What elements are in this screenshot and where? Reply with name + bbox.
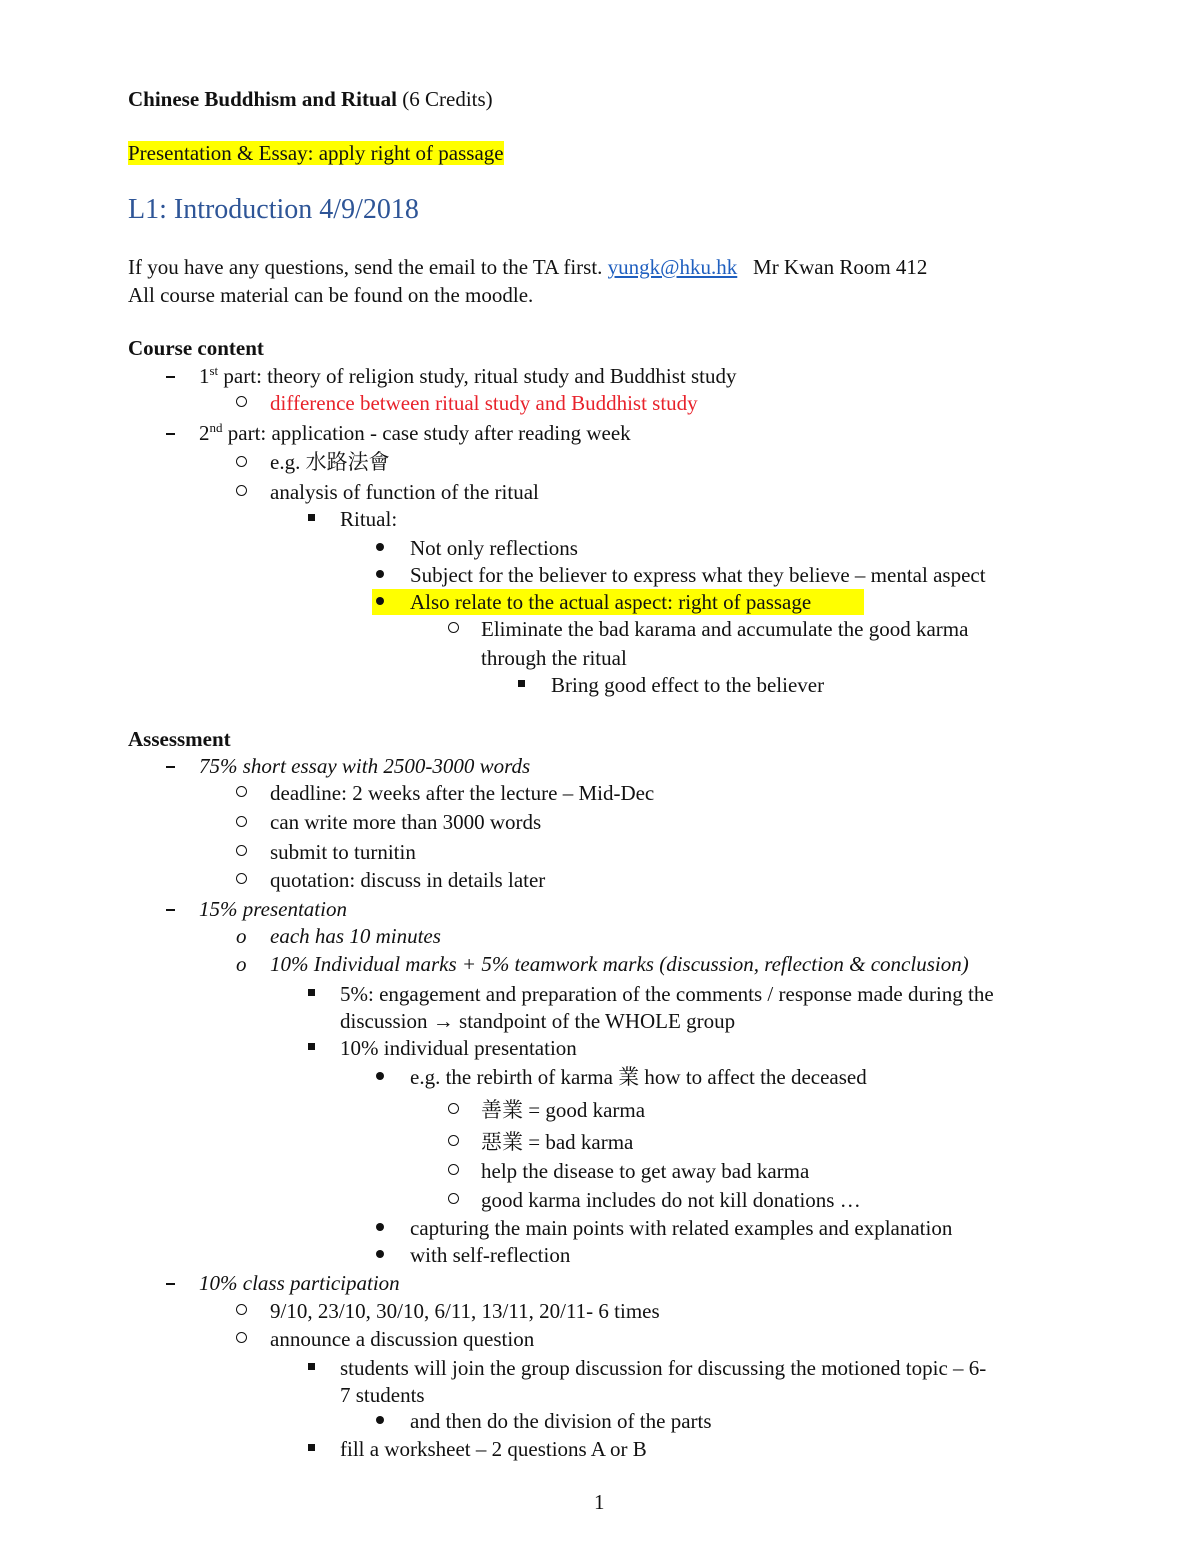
circle-bullet xyxy=(236,1304,247,1315)
intro-line-2: All course material can be found on the moodle. xyxy=(128,283,534,307)
circle-bullet xyxy=(236,816,247,827)
part2-item: 2nd part: application - case study after reading week xyxy=(199,420,631,445)
square-bullet xyxy=(308,514,315,521)
dash-bullet xyxy=(166,376,175,378)
course-content-heading: Course content xyxy=(128,336,264,360)
page-number: 1 xyxy=(594,1490,605,1514)
deadline-item: deadline: 2 weeks after the lecture – Mid-Dec xyxy=(270,781,655,805)
good-karma-includes-item: good karma includes do not kill donations … xyxy=(481,1188,861,1212)
presentation-item: 15% presentation xyxy=(199,897,347,921)
ritual-item: Ritual: xyxy=(340,507,398,531)
circle-bullet xyxy=(236,786,247,797)
bring-item: Bring good effect to the believer xyxy=(551,673,825,697)
each-item: each has 10 minutes xyxy=(270,924,441,948)
essay-item: 75% short essay with 2500-3000 words xyxy=(199,754,531,778)
students-item: students will join the group discussion for discussing the motioned topic – 6- xyxy=(340,1356,987,1380)
circle-bullet xyxy=(236,396,247,407)
worksheet-item: fill a worksheet – 2 questions A or B xyxy=(340,1437,647,1461)
also-item: Also relate to the actual aspect: right of passage xyxy=(410,590,812,614)
eliminate-item: Eliminate the bad karama and accumulate the good karma xyxy=(481,617,969,641)
square-bullet xyxy=(308,989,315,996)
circle-bullet xyxy=(448,1193,459,1204)
dash-bullet xyxy=(166,433,175,435)
dot-bullet xyxy=(376,1072,384,1080)
circle-bullet xyxy=(236,1332,247,1343)
not-only-item: Not only reflections xyxy=(410,536,578,560)
circle-bullet xyxy=(448,622,459,633)
square-bullet xyxy=(308,1444,315,1451)
five-percent-item-cont: discussion → standpoint of the WHOLE group xyxy=(340,1009,736,1033)
capturing-item: capturing the main points with related examples and explanation xyxy=(410,1216,953,1240)
title-credits: (6 Credits) xyxy=(397,87,493,111)
document-title xyxy=(128,86,493,112)
dot-bullet xyxy=(376,1416,384,1424)
highlight-note: Presentation & Essay: apply right of passage xyxy=(128,141,504,165)
square-bullet xyxy=(308,1043,315,1050)
more-words-item: can write more than 3000 words xyxy=(270,810,542,834)
bad-karma-item: 惡業 = bad karma xyxy=(481,1130,634,1154)
circle-bullet xyxy=(448,1103,459,1114)
quotation-item: quotation: discuss in details later xyxy=(270,868,546,892)
dash-bullet xyxy=(166,766,175,768)
part1-item: 1st part: theory of religion study, ritual study and Buddhist study xyxy=(199,363,737,388)
subject-item: Subject for the believer to express what they believe – mental aspect xyxy=(410,563,986,587)
dot-bullet xyxy=(376,1250,384,1258)
circle-bullet xyxy=(236,845,247,856)
lecture-heading: L1: Introduction 4/9/2018 xyxy=(128,194,419,225)
ta-email-link[interactable]: yungk@hku.hk xyxy=(607,255,738,279)
circle-bullet xyxy=(448,1135,459,1146)
five-percent-item: 5%: engagement and preparation of the comments / response made during the xyxy=(340,982,994,1006)
dot-bullet xyxy=(376,543,384,551)
dot-bullet xyxy=(376,1223,384,1231)
dash-bullet xyxy=(166,909,175,911)
participation-item: 10% class participation xyxy=(199,1271,400,1295)
circle-bullet xyxy=(236,456,247,467)
help-item: help the disease to get away bad karma xyxy=(481,1159,810,1183)
dot-bullet xyxy=(376,570,384,578)
announce-item: announce a discussion question xyxy=(270,1327,535,1351)
dates-item: 9/10, 23/10, 30/10, 6/11, 13/11, 20/11- 6 times xyxy=(270,1299,660,1323)
intro-line-1: If you have any questions, send the email to the TA first. yungk@hku.hk Mr Kwan Room 412 xyxy=(128,255,928,279)
circle-bullet xyxy=(236,485,247,496)
italic-o-bullet: o xyxy=(236,924,247,948)
submit-item: submit to turnitin xyxy=(270,840,416,864)
example-item: e.g. 水路法會 xyxy=(270,450,390,474)
circle-bullet xyxy=(448,1164,459,1175)
self-reflection-item: with self-reflection xyxy=(410,1243,571,1267)
arrow-icon: → xyxy=(432,1009,454,1033)
square-bullet xyxy=(308,1363,315,1370)
circle-bullet xyxy=(236,873,247,884)
marks-item: 10% Individual marks + 5% teamwork marks (discussion, reflection & conclusion) xyxy=(270,952,969,976)
dot-bullet xyxy=(376,597,384,605)
dash-bullet xyxy=(166,1283,175,1285)
ten-percent-item: 10% individual presentation xyxy=(340,1036,577,1060)
assessment-heading: Assessment xyxy=(128,727,231,751)
title-bold: Chinese Buddhism and Ritual xyxy=(128,87,398,111)
eliminate-item-cont: through the ritual xyxy=(481,646,627,670)
division-item: and then do the division of the parts xyxy=(410,1409,712,1433)
good-karma-item: 善業 = good karma xyxy=(481,1098,646,1122)
rebirth-item: e.g. the rebirth of karma 業 how to affect the deceased xyxy=(410,1065,867,1089)
students-item-cont: 7 students xyxy=(340,1383,425,1407)
part1-subitem: difference between ritual study and Buddhist study xyxy=(270,391,698,415)
analysis-item: analysis of function of the ritual xyxy=(270,480,539,504)
italic-o-bullet: o xyxy=(236,952,247,976)
square-bullet xyxy=(518,680,525,687)
